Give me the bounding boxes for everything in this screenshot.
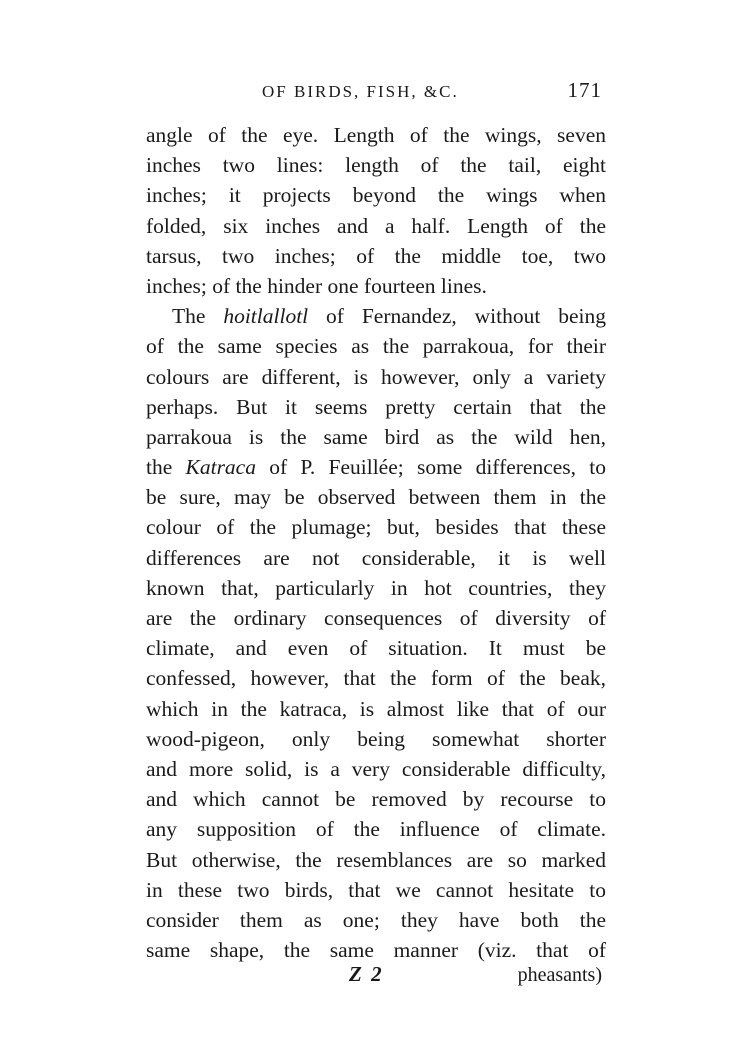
text-line: But otherwise, the resemblances are so marked	[146, 847, 606, 872]
text-line: same shape, the same manner (viz. that of	[146, 938, 606, 963]
text-line: colours are different, is however, only a variety	[146, 364, 606, 389]
text-line: and which cannot be removed by recourse to	[146, 787, 606, 812]
text-line: be sure, may be observed between them in the	[146, 485, 606, 510]
page-number: 171	[567, 78, 602, 102]
text-line: of the same species as the parrakoua, for their	[146, 334, 606, 359]
text-line: climate, and even of situation. It must be	[146, 636, 606, 661]
text-line: inches two lines: length of the tail, eight	[146, 153, 606, 178]
text-line: wood-pigeon, only being somewhat shorter	[146, 726, 606, 751]
text-line	[146, 301, 606, 331]
text-line: angle of the eye. Length of the wings, seven	[146, 123, 606, 147]
text-line: parrakoua is the same bird as the wild hen,	[146, 424, 606, 449]
italic-term: hoitlallotl	[223, 304, 309, 329]
text-line: any supposition of the influence of climate.	[146, 817, 606, 842]
text-run: the	[146, 455, 186, 480]
text-line: inches; it projects beyond the wings when	[146, 183, 606, 208]
text-line: differences are not considerable, it is well	[146, 545, 606, 570]
text-line: colour of the plumage; but, besides that these	[146, 515, 606, 540]
text-run: The	[172, 304, 224, 329]
text-line: perhaps. But it seems pretty certain that the	[146, 394, 606, 419]
text-line: which in the katraca, is almost like that of our	[146, 696, 606, 721]
text-run: of P. Feuillée; some differences, to	[255, 455, 606, 480]
body-text	[146, 120, 606, 965]
text-line: and more solid, is a very considerable difficulty,	[146, 756, 606, 781]
text-line: folded, six inches and a half. Length of the	[146, 213, 606, 238]
running-head	[146, 78, 602, 112]
running-title: OF BIRDS, FISH, &C.	[262, 82, 459, 101]
text-run: of Fernandez, without being	[308, 304, 606, 329]
signature-mark: Z 2	[349, 962, 384, 986]
page-footer	[146, 962, 602, 992]
text-line: confessed, however, that the form of the beak,	[146, 666, 606, 691]
text-line: consider them as one; they have both the	[146, 907, 606, 932]
italic-term: Katraca	[185, 455, 256, 480]
text-line: are the ordinary consequences of diversity of	[146, 606, 606, 630]
text-line: inches; of the hinder one fourteen lines.	[146, 273, 487, 298]
catchword: pheasants)	[517, 964, 602, 986]
text-line: tarsus, two inches; of the middle toe, two	[146, 243, 606, 268]
text-line	[146, 452, 606, 482]
text-line: known that, particularly in hot countries, they	[146, 575, 606, 600]
text-line: in these two birds, that we cannot hesitate to	[146, 877, 606, 902]
